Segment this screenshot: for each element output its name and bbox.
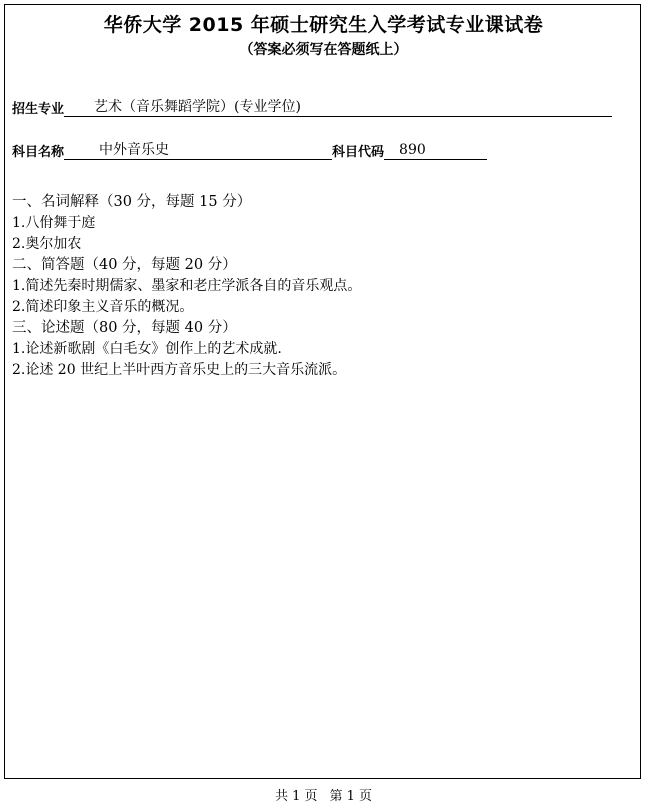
subject-row: [12, 141, 487, 160]
page-footer: [0, 785, 647, 804]
question-item: 2.简述印象主义音乐的概况。: [12, 299, 194, 315]
subject-code-label: 科目代码: [332, 145, 385, 160]
subject-code-value: 890: [384, 141, 487, 160]
page-border: [4, 4, 641, 779]
section-heading: 三、论述题（80 分，每题 40 分）: [12, 320, 237, 336]
exam-content: [12, 192, 632, 381]
question-item: 1.八佾舞于庭: [12, 215, 96, 231]
section-heading: 一、名词解释（30 分，每题 15 分）: [12, 194, 252, 210]
major-value: 艺术（音乐舞蹈学院）(专业学位): [64, 98, 612, 117]
total-pages: 共 1 页: [274, 789, 318, 804]
subject-name-label: 科目名称: [12, 145, 65, 160]
exam-subtitle: （答案必须写在答题纸上）: [239, 42, 408, 58]
section-heading: 二、简答题（40 分，每题 20 分）: [12, 257, 237, 273]
question-item: 2.论述 20 世纪上半叶西方音乐史上的三大音乐流派。: [12, 362, 347, 378]
current-page: 第 1 页: [329, 789, 373, 804]
section-essay: [12, 318, 632, 381]
subject-name-value: 中外音乐史: [64, 141, 332, 160]
major-row: [12, 98, 612, 117]
question-item: 1.简述先秦时期儒家、墨家和老庄学派各自的音乐观点。: [12, 278, 362, 294]
exam-title: 华侨大学 2015 年硕士研究生入学考试专业课试卷: [103, 14, 544, 36]
question-item: 2.奥尔加农: [12, 236, 82, 252]
section-term-definitions: [12, 192, 632, 255]
major-label: 招生专业: [12, 102, 65, 117]
question-item: 1.论述新歌剧《白毛女》创作上的艺术成就.: [12, 341, 282, 357]
section-short-answer: [12, 255, 632, 318]
